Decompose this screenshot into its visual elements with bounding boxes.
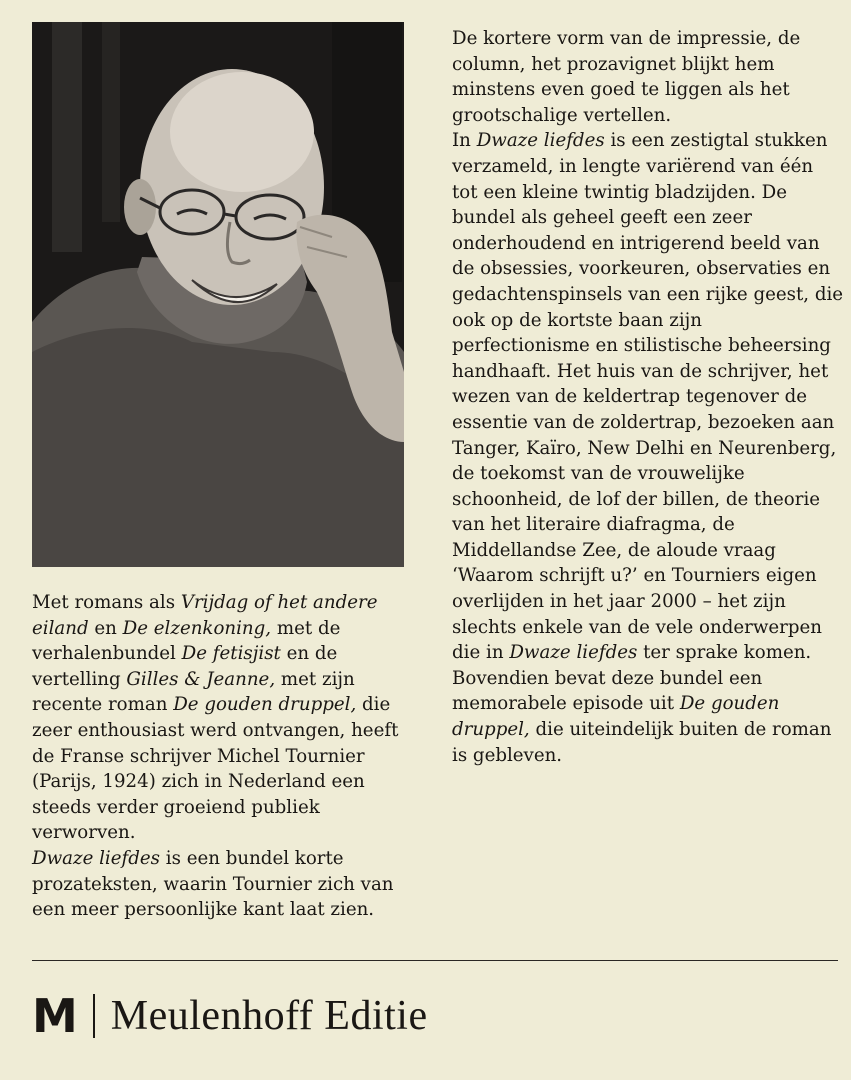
italic-title: Dwaze liefdes [509, 642, 638, 664]
left-paragraph-1 [32, 590, 417, 846]
text-run: Bovendien bevat deze bundel een memorabele episode uit [452, 667, 763, 715]
italic-title: De gouden druppel, [173, 694, 357, 716]
text-run: en de vertelling [32, 643, 338, 690]
text-run: die uiteindelijk buiten de roman is gebleven. [452, 719, 832, 766]
blurb-left-column [32, 590, 417, 923]
text-run: ter sprake komen. [637, 642, 812, 664]
publisher-footer [32, 986, 428, 1046]
right-paragraph-2 [452, 128, 844, 665]
italic-title: De gouden druppel, [452, 693, 780, 741]
italic-title: Dwaze liefdes [32, 847, 160, 869]
text-run: is een zestigtal stukken verzameld, in lengte variërend van één tot een kleine twintig bladzijden. De bundel als geheel geeft een zeer onderhoudend en intrigerend beeld van de obsessies, voorkeuren, observaties en gedachtenspinsels van een rijke geest, die ook op de kortste baan zijn perfectionisme en stilistische beheersing handhaaft. Het huis van de schrijver, het wezen van de keldertrap tegenover de essentie van de zoldertrap, bezoeken aan Tanger, Kaïro, New Delhi en Neurenberg, de toekomst van de vrouwelijke schoonheid, de lof der billen, de theorie van het literaire diafragma, de Middellandse Zee, de aloude vraag ‘Waarom schrijft u?’ en Tourniers eigen overlijden in het jaar 2000 – het zijn slechts enkele van de vele onderwerpen die in [452, 130, 844, 664]
right-paragraph-1 [452, 26, 844, 128]
text-run: met de verhalenbundel [32, 617, 341, 665]
footer-divider [32, 960, 838, 961]
text-run: en [88, 617, 123, 639]
italic-title: De elzenkoning, [122, 617, 272, 639]
blurb-right-column [452, 26, 844, 768]
text-run: De kortere vorm van de impressie, de column, het prozavignet blijkt hem minstens even goed te liggen als het grootschalige vertellen. [452, 28, 801, 126]
text-run: Met romans als [32, 592, 181, 613]
text-run: die zeer enthousiast werd ontvangen, heeft de Franse schrijver Michel Tournier (Parijs, 1924) zich in Nederland een steeds verder groeiend publiek verworven. [32, 694, 399, 844]
logo-separator [93, 994, 95, 1038]
text-run: is een bundel korte prozateksten, waarin Tournier zich van een meer persoonlijke kant laat zien. [32, 847, 394, 921]
italic-title: Gilles & Jeanne, [126, 668, 276, 690]
publisher-logo: M [32, 989, 77, 1043]
italic-title: Dwaze liefdes [476, 130, 605, 152]
text-run: In [452, 130, 477, 152]
author-photo [32, 22, 404, 567]
italic-title: Vrijdag of het andere eiland [32, 592, 378, 639]
edition-name: Meulenhoff Editie [110, 993, 428, 1039]
right-paragraph-3 [452, 666, 844, 768]
text-run: met zijn recente roman [32, 668, 355, 716]
left-paragraph-2 [32, 846, 417, 923]
italic-title: De fetisjist [181, 643, 281, 665]
